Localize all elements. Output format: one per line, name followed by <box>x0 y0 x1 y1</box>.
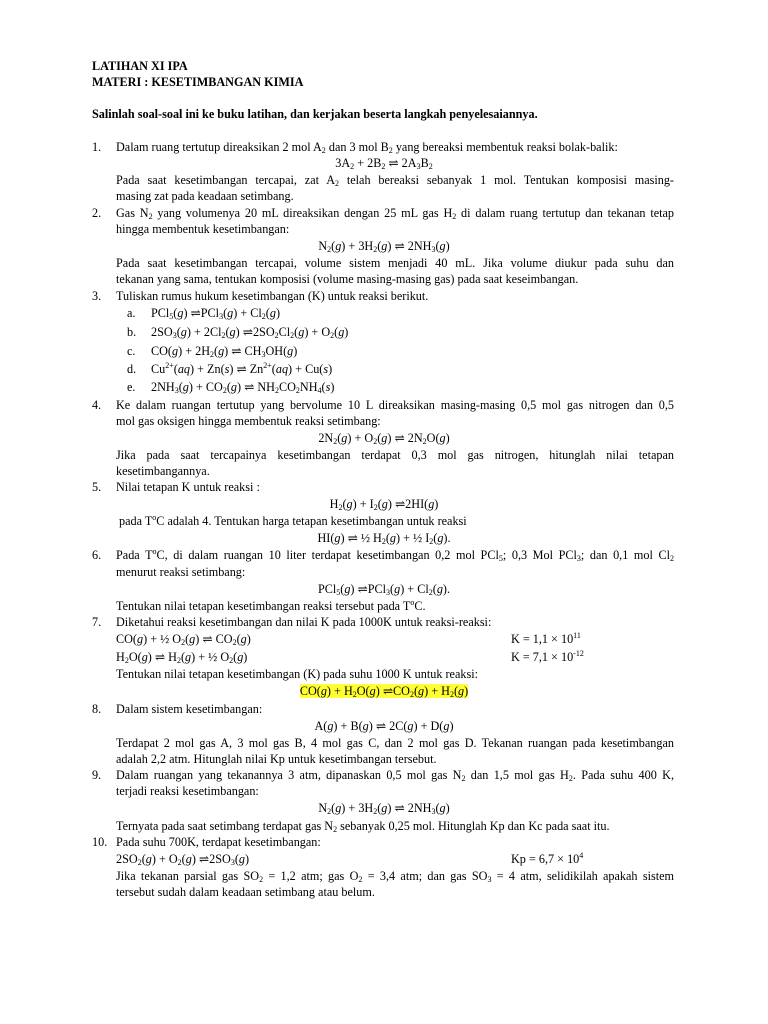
q10-text: Jika tekanan parsial gas $SO_2 = 1,2$ atm; gas $O_2 = 3,4$ atm; dan gas $SO_3 = 4$ atm, selidikilah apakah sistem <box>116 869 674 884</box>
q10-text: Pada suhu 700K, terdapat kesetimbangan: <box>116 835 321 849</box>
q3-text: Tuliskan rumus hukum kesetimbangan (K) untuk reaksi berikut. <box>116 289 429 303</box>
q7-equation-row <box>0 684 768 699</box>
q3-equation: $2SO_3(g) + 2Cl_2(g)$ $\rightleftharpoons 2SO_2Cl_2(g) + O_2(g)$ <box>151 325 349 340</box>
q10-kp-value: $Kp = 6,7 \times 10^4$ <box>511 851 584 866</box>
q1-equation: $3A_2 + 2B_2$ ⇌ $2A_3B_2$ <box>335 156 433 171</box>
q7-text: Tentukan nilai tetapan kesetimbangan (K) pada suhu 1000 K untuk reaksi: <box>116 667 478 681</box>
q1-text: Dalam ruang tertutup direaksikan 2 mol $A_2$ dan 3 mol $B_2$ yang bereaksi membentuk reaksi bolak-balik: <box>116 140 618 155</box>
q9-text: Dalam ruangan yang tekanannya 3 atm, dipanaskan 0,5 mol gas $N_2$ dan 1,5 mol gas $H_2$. Pada suhu 400 K, <box>116 768 674 783</box>
q8-text: Dalam sistem kesetimbangan: <box>116 702 263 716</box>
q5-text: Nilai tetapan K untuk reaksi : <box>116 480 260 494</box>
q7-k-value: $K = 7,1 \times 10^{-12}$ <box>511 649 584 664</box>
q4-text: kesetimbangannya. <box>116 464 210 478</box>
q2-text: tekanan yang sama, tentukan komposisi (volume masing-masing gas) pada saat keseimbangan. <box>116 272 579 286</box>
q9-equation: $N_2(g) + 3H_2(g)$ ⇌ $2NH_3(g)$ <box>318 801 450 816</box>
q2-text: Gas $N_2$ yang volumenya 20 mL direaksikan dengan 25 mL gas $H_2$ di dalam ruang tertutup dan tekanan tetap <box>116 206 674 221</box>
q7-text: Diketahui reaksi kesetimbangan dan nilai K pada 1000K untuk reaksi-reaksi: <box>116 615 492 629</box>
q7-reaction: CO(g) + ½ $O_2(g)$ ⇌ $CO_2(g)$ <box>116 632 251 647</box>
list-letter: d. <box>127 362 137 376</box>
question-number: 7. <box>92 615 102 629</box>
q7-reaction: $H_2O(g)$ ⇌ $H_2(g)$ + ½ $O_2(g)$ <box>116 650 248 665</box>
question-number: 2. <box>92 206 102 220</box>
q6-text: Tentukan nilai tetapan kesetimbangan reaksi tersebut pada $T^oC$. <box>116 598 426 613</box>
q4-text: mol gas oksigen hingga membentuk reaksi setimbang: <box>116 414 381 428</box>
list-letter: e. <box>127 380 136 394</box>
question-number: 10. <box>92 835 108 849</box>
q8-text: Terdapat 2 mol gas A, 3 mol gas B, 4 mol gas C, dan 2 mol gas D. Tekanan ruangan pada kesetimbangan <box>116 736 674 750</box>
q9-text: terjadi reaksi kesetimbangan: <box>116 784 259 798</box>
q2-text: Pada saat kesetimbangan tercapai, volume sistem menjadi 40 mL. Jika volume diukur pada suhu dan <box>116 256 674 270</box>
q3-equation: $CO(g) + 2H_2(g)$ ⇌ $CH_3OH(g)$ <box>151 344 298 359</box>
q1-text: masing zat pada keadaan setimbang. <box>116 189 294 203</box>
list-letter: c. <box>127 344 136 358</box>
q8-equation: A(g) + B(g) ⇌ 2C(g) + D(g) <box>314 719 454 733</box>
question-number: 5. <box>92 480 102 494</box>
question-number: 1. <box>92 140 102 154</box>
q3-equation: $Cu^{2+}(aq) + Zn(s)$ ⇌ $Zn^{2+}(aq) + Cu(s)$ <box>151 361 333 376</box>
q3-equation: PCl$_5$(g) ⇌PCl$_3$(g) + $Cl_2(g)$ <box>151 306 280 321</box>
q5-text: pada $T^oC$ adalah 4. Tentukan harga tetapan kesetimbangan untuk reaksi <box>119 513 467 528</box>
q4-equation: $2N_2(g) + O_2(g)$ ⇌ $2N_2O(g)$ <box>318 431 450 446</box>
q9-text: Ternyata pada saat setimbang terdapat gas $N_2$ sebanyak 0,25 mol. Hitunglah Kp dan Kc pada saat itu. <box>116 819 610 834</box>
q5-equation: $H_2(g) + I_2(g)$ ⇌2HI(g) <box>329 497 439 512</box>
highlighted-equation: $CO(g) + H_2O(g)$ $\rightleftharpoons CO_2(g) + H_2(g)$ <box>299 684 469 699</box>
q8-text: adalah 2,2 atm. Hitunglah nilai Kp untuk kesetimbangan tersebut. <box>116 752 437 766</box>
q5-equation: HI(g) ⇌ ½ $H_2(g)$ + ½ $I_2(g)$. <box>317 531 451 546</box>
question-number: 4. <box>92 398 102 412</box>
q6-text: menurut reaksi setimbang: <box>116 565 246 579</box>
instruction: Salinlah soal-soal ini ke buku latihan, dan kerjakan beserta langkah penyelesaiannya. <box>92 107 538 121</box>
q6-text: Pada $T^oC$, di dalam ruangan 10 liter terdapat kesetimbangan 0,2 mol PCl$_5$; 0,3 Mol PCl$_3$; dan 0,1 mol $Cl_2$ <box>116 547 674 563</box>
q2-text: hingga membentuk kesetimbangan: <box>116 222 290 236</box>
q1-text: Pada saat kesetimbangan tercapai, zat $A_2$ telah bereaksi sebanyak 1 mol. Tentukan komposisi masing- <box>116 173 674 188</box>
q10-equation: $2SO_2(g) + O_2(g)$ $\rightleftharpoons 2SO_3(g)$ <box>116 852 250 867</box>
question-number: 9. <box>92 768 102 782</box>
document-title: LATIHAN XI IPA <box>92 59 188 73</box>
question-number: 3. <box>92 289 102 303</box>
q2-equation: $N_2(g) + 3H_2(g)$ ⇌ $2NH_3(g)$ <box>318 239 450 254</box>
q7-k-value: $K = 1,1 \times 10^{11}$ <box>511 631 581 646</box>
question-number: 6. <box>92 548 102 562</box>
q6-equation: PCl$_5$(g) ⇌PCl$_3$(g) + $Cl_2(g)$. <box>317 582 451 597</box>
question-number: 8. <box>92 702 102 716</box>
q4-text: Ke dalam ruangan tertutup yang bervolume 10 L direaksikan masing-masing 0,5 mol gas nitrogen dan 0,5 <box>116 398 674 412</box>
list-letter: a. <box>127 306 136 320</box>
list-letter: b. <box>127 325 137 339</box>
document-subtitle: MATERI : KESETIMBANGAN KIMIA <box>92 75 304 89</box>
q3-equation: $2NH_3(g) + CO_2(g)$ ⇌ $NH_2CO_2NH_4(s)$ <box>151 380 335 395</box>
q10-text: tersebut sudah dalam keadaan setimbang atau belum. <box>116 885 375 899</box>
q4-text: Jika pada saat tercapainya kesetimbangan terdapat 0,3 mol gas nitrogen, hitunglah nilai tetapan <box>116 448 674 462</box>
